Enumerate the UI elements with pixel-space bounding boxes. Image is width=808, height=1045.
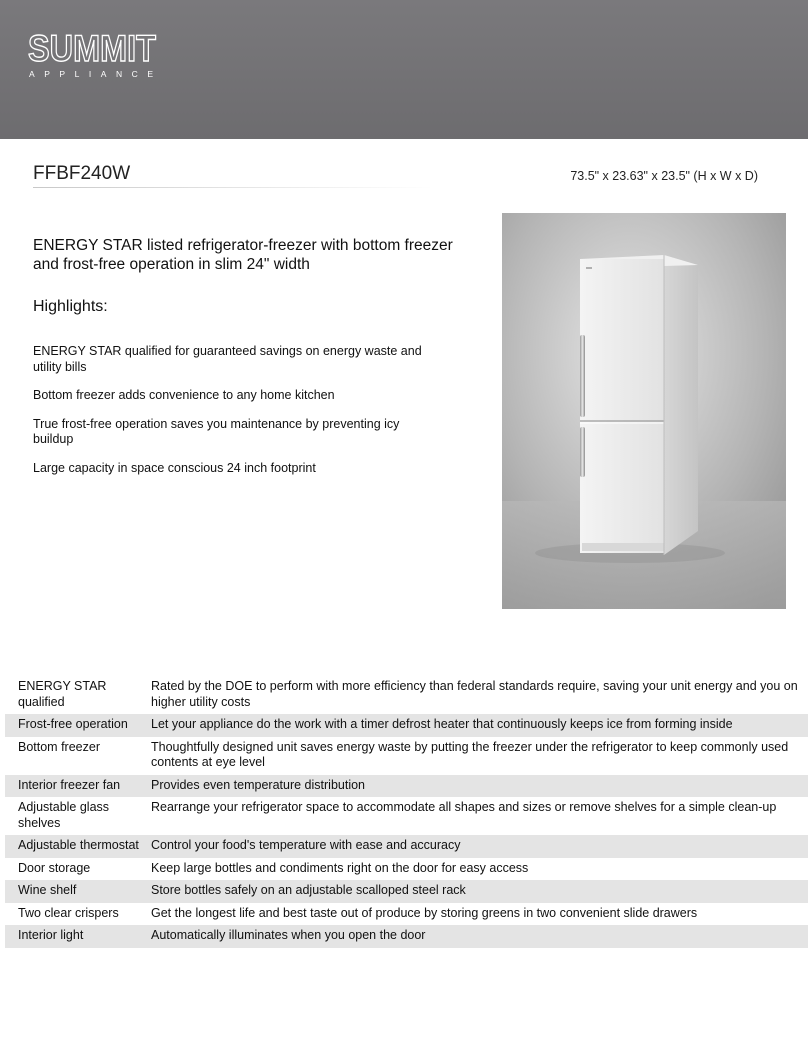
header-banner <box>0 0 808 139</box>
feature-desc: Get the longest life and best taste out of produce by storing greens in two convenient slide drawers <box>151 905 698 920</box>
feature-name: Adjustable thermostat <box>18 838 139 852</box>
table-row <box>5 714 808 737</box>
table-row <box>5 858 808 881</box>
feature-name: Door storage <box>18 860 91 875</box>
feature-desc: Keep large bottles and condiments right on the door for easy access <box>151 860 529 875</box>
logo-wordmark: SUMMIT <box>28 28 157 69</box>
feature-desc: Store bottles safely on an adjustable scalloped steel rack <box>151 883 466 897</box>
highlight-item: Bottom freezer adds convenience to any home kitchen <box>33 388 335 402</box>
table-row <box>5 797 808 835</box>
logo-subtitle: APPLIANCE <box>29 69 153 79</box>
table-row <box>5 737 808 775</box>
table-row <box>5 676 808 714</box>
table-row <box>5 835 808 858</box>
feature-name: Bottom freezer <box>18 739 100 754</box>
highlight-item: True frost-free operation saves you maintenance by preventing icy buildup <box>33 416 400 446</box>
feature-name: Two clear crispers <box>18 905 119 920</box>
feature-desc: Thoughtfully designed unit saves energy waste by putting the freezer under the refrigerator to keep commonly used contents at eye level <box>151 739 789 769</box>
table-row <box>5 775 808 798</box>
feature-desc: Let your appliance do the work with a timer defrost heater that continuously keeps ice from forming inside <box>151 717 733 731</box>
feature-desc: Automatically illuminates when you open the door <box>151 928 426 942</box>
divider <box>33 187 433 188</box>
feature-desc: Rated by the DOE to perform with more efficiency than federal standards require, saving your unit energy and you on higher utility costs <box>151 679 798 709</box>
feature-name: Interior freezer fan <box>18 777 121 792</box>
model-number: FFBF240W <box>33 163 131 184</box>
product-photo <box>502 213 786 609</box>
feature-desc: Provides even temperature distribution <box>151 777 366 792</box>
summit-logo <box>26 28 158 80</box>
highlight-item: Large capacity in space conscious 24 inch footprint <box>33 460 316 475</box>
highlight-item: ENERGY STAR qualified for guaranteed savings on energy waste and utility bills <box>33 344 422 374</box>
features-table <box>5 676 808 948</box>
table-row <box>5 903 808 926</box>
feature-name: Interior light <box>18 928 84 942</box>
feature-name: Frost-free operation <box>18 717 128 731</box>
feature-desc: Rearrange your refrigerator space to accommodate all shapes and sizes or remove shelves for a simple clean-up <box>151 800 777 814</box>
dimensions: 73.5" x 23.63" x 23.5" (H x W x D) <box>570 169 758 183</box>
highlights-title: Highlights: <box>33 298 108 315</box>
highlights-list <box>33 344 428 489</box>
table-row <box>5 880 808 903</box>
feature-name: Adjustable glass shelves <box>18 800 110 830</box>
feature-desc: Control your food's temperature with ease and accuracy <box>151 838 461 852</box>
product-headline: ENERGY STAR listed refrigerator-freezer with bottom freezer and frost-free operation in slim 24" width <box>33 237 453 273</box>
table-row <box>5 925 808 948</box>
feature-name: Wine shelf <box>18 883 77 897</box>
feature-name: ENERGY STAR qualified <box>18 679 107 709</box>
